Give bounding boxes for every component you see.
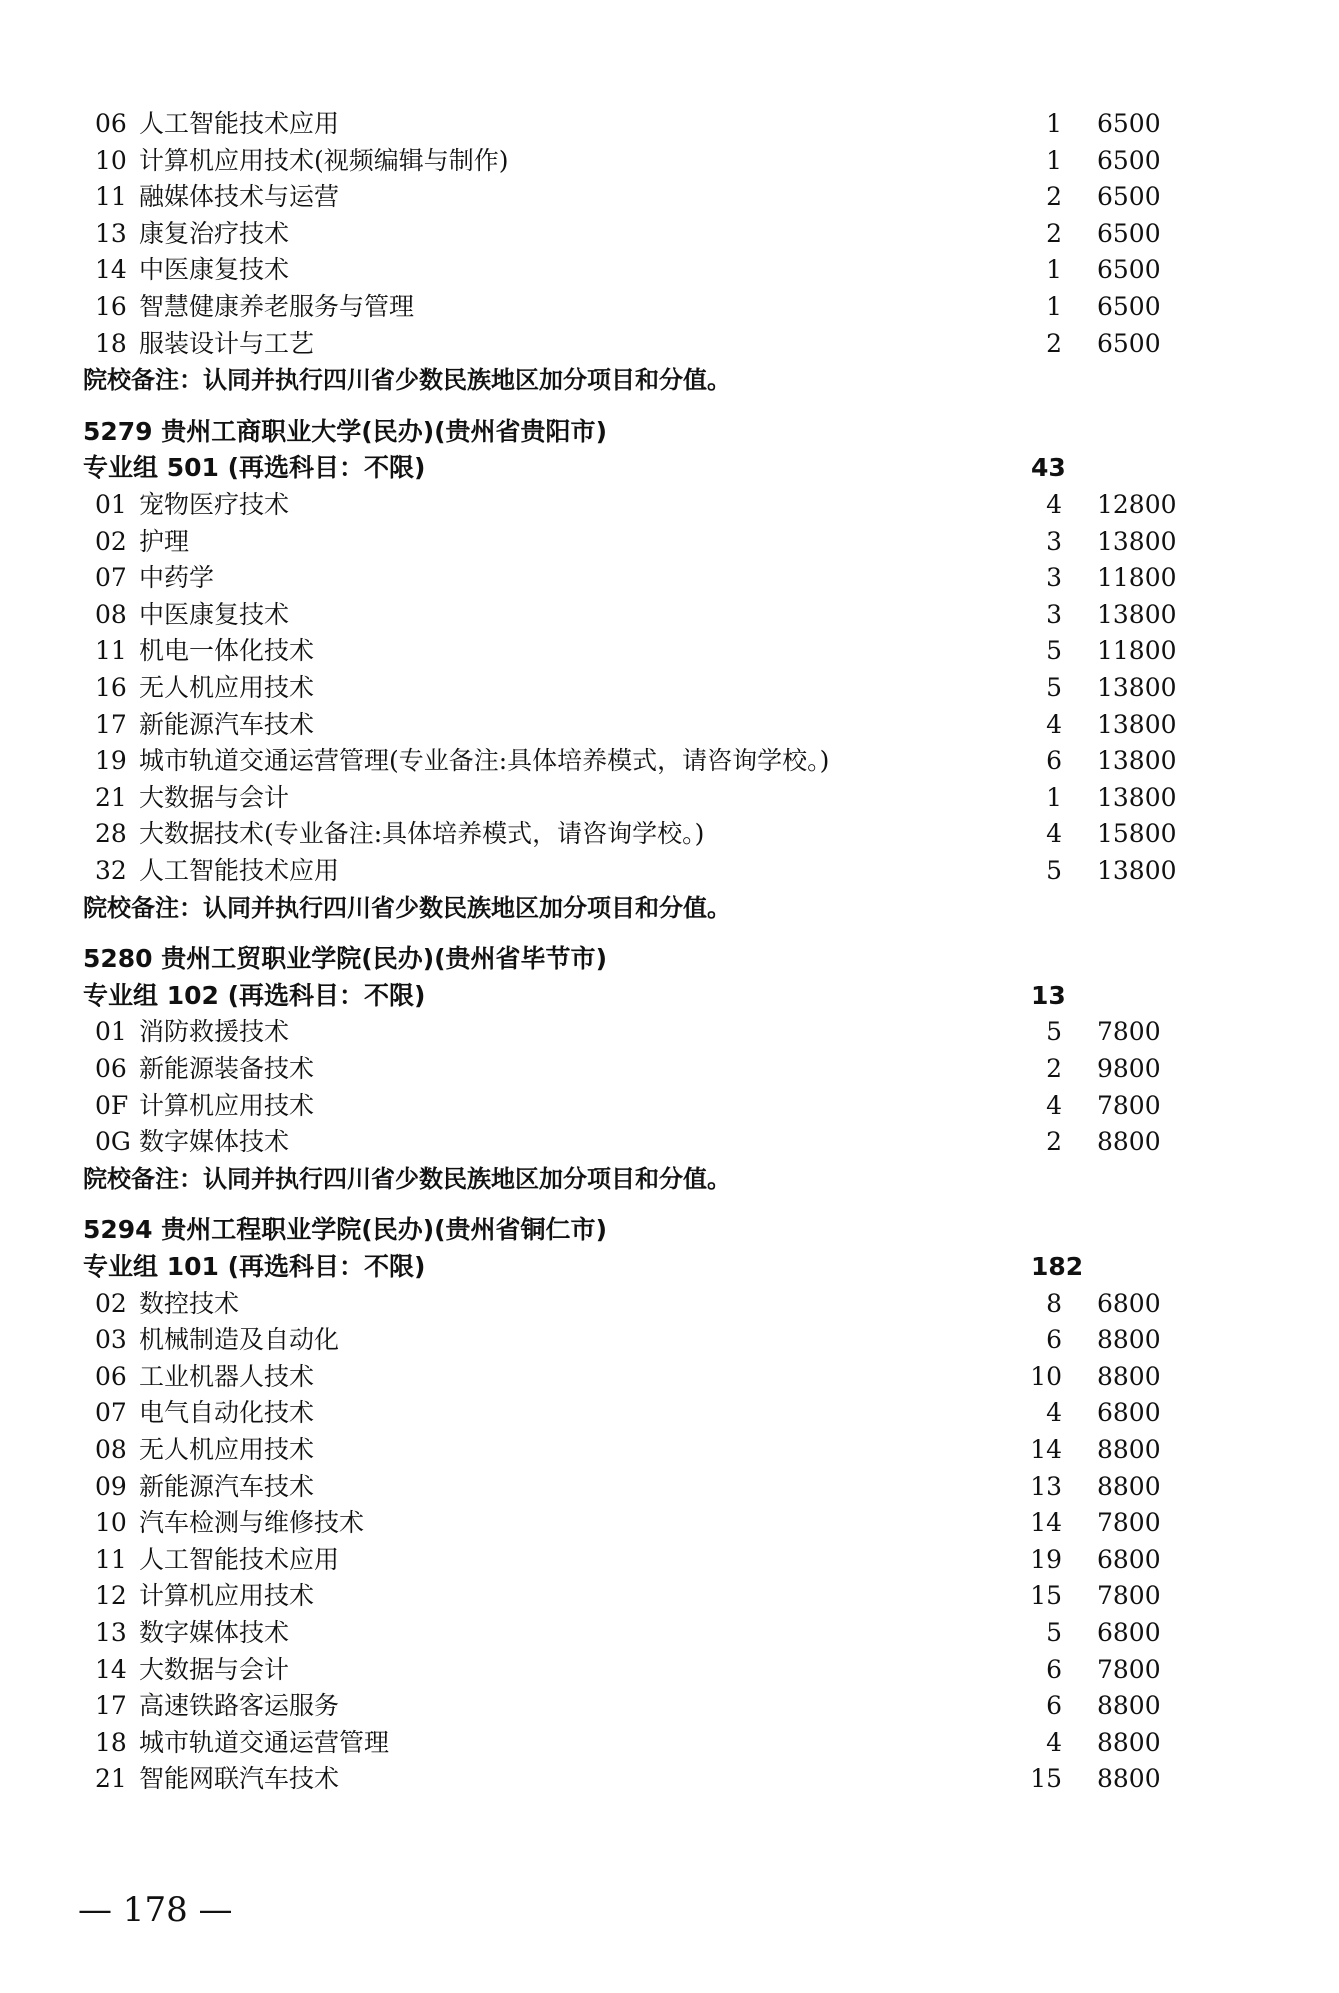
tuition-fee: 13800: [1097, 856, 1177, 885]
school-title: [0, 414, 1339, 450]
major-row: [0, 1088, 1339, 1124]
major-group-total: 182: [1031, 1252, 1084, 1281]
tuition-fee: 13800: [1097, 782, 1177, 812]
major-code: 06: [95, 1054, 127, 1083]
major-name: 汽车检测与维修技术: [139, 1508, 365, 1538]
major-group: [0, 1249, 1339, 1285]
major-name: 数字媒体技术: [139, 1127, 290, 1157]
major-group-label: 专业组 501 (再选科目：不限): [83, 453, 426, 483]
tuition-fee: 7800: [1097, 1017, 1161, 1047]
major-row: [0, 216, 1339, 252]
major-group-label: 专业组 101 (再选科目：不限): [83, 1252, 426, 1281]
plan-count: 5: [1046, 636, 1062, 666]
tuition-fee: 15800: [1097, 819, 1177, 849]
major-name: 消防救援技术: [139, 1017, 290, 1047]
major-code: 0G: [95, 1127, 131, 1157]
major-name: 中药学: [139, 563, 215, 593]
major-code: 03: [95, 1325, 127, 1355]
major-code: 10: [95, 145, 127, 175]
major-row: [0, 1322, 1339, 1358]
major-row: [0, 1286, 1339, 1322]
plan-count: 4: [1046, 490, 1062, 519]
major-name: 城市轨道交通运营管理: [139, 1727, 390, 1757]
tuition-fee: 13800: [1097, 526, 1177, 556]
major-name: 新能源汽车技术: [139, 709, 315, 739]
major-code: 08: [95, 599, 127, 629]
plan-count: 2: [1046, 328, 1062, 358]
major-code: 11: [95, 636, 127, 666]
major-code: 17: [95, 709, 127, 739]
major-row: [0, 143, 1339, 179]
major-code: 09: [95, 1471, 127, 1501]
major-name: 大数据与会计: [139, 782, 290, 812]
plan-count: 1: [1046, 292, 1062, 321]
school-note: [0, 1161, 1339, 1197]
tuition-fee: 8800: [1097, 1361, 1161, 1391]
major-name: 无人机应用技术: [139, 673, 315, 702]
plan-count: 14: [1030, 1508, 1062, 1538]
major-row: [0, 633, 1339, 669]
plan-count: 6: [1046, 1654, 1062, 1684]
major-name: 工业机器人技术: [139, 1361, 315, 1391]
major-code: 07: [95, 1398, 127, 1428]
plan-count: 8: [1046, 1288, 1062, 1318]
school-title: [0, 941, 1339, 977]
tuition-fee: 8800: [1097, 1325, 1161, 1355]
major-name: 融媒体技术与运营: [139, 182, 340, 212]
major-name: 护理: [139, 526, 190, 556]
major-code: 16: [95, 292, 127, 321]
major-row: [0, 597, 1339, 633]
major-code: 17: [95, 1691, 127, 1721]
major-row: [0, 853, 1339, 889]
major-name: 智慧健康养老服务与管理: [139, 292, 415, 321]
plan-count: 2: [1046, 1054, 1062, 1083]
plan-count: 6: [1046, 1325, 1062, 1355]
plan-count: 5: [1046, 1618, 1062, 1647]
major-code: 28: [95, 819, 127, 849]
major-group-total: 13: [1031, 980, 1066, 1010]
major-code: 07: [95, 563, 127, 593]
plan-count: 1: [1046, 145, 1062, 175]
major-row: [0, 1761, 1339, 1797]
tuition-fee: 9800: [1097, 1054, 1161, 1083]
major-code: 13: [95, 218, 127, 248]
tuition-fee: 13800: [1097, 599, 1177, 629]
major-row: [0, 106, 1339, 142]
plan-count: 4: [1046, 1090, 1062, 1120]
major-group: [0, 450, 1339, 486]
tuition-fee: 7800: [1097, 1508, 1161, 1538]
plan-count: 13: [1030, 1471, 1062, 1501]
major-row: [0, 1051, 1339, 1087]
major-code: 18: [95, 1727, 127, 1757]
plan-count: 2: [1046, 182, 1062, 212]
tuition-fee: 6800: [1097, 1544, 1161, 1574]
major-row: [0, 252, 1339, 288]
tuition-fee: 8800: [1097, 1435, 1161, 1464]
school-note-text: 院校备注：认同并执行四川省少数民族地区加分项目和分值。: [83, 366, 731, 395]
major-row: [0, 780, 1339, 816]
tuition-fee: 7800: [1097, 1654, 1161, 1684]
tuition-fee: 6500: [1097, 255, 1161, 285]
tuition-fee: 8800: [1097, 1764, 1161, 1794]
tuition-fee: 6500: [1097, 292, 1161, 321]
major-row: [0, 1578, 1339, 1614]
tuition-fee: 6800: [1097, 1288, 1161, 1318]
major-code: 01: [95, 1017, 127, 1047]
plan-count: 5: [1046, 673, 1062, 702]
major-row: [0, 1359, 1339, 1395]
tuition-fee: 6800: [1097, 1398, 1161, 1428]
major-name: 人工智能技术应用: [139, 1544, 340, 1574]
plan-count: 1: [1046, 782, 1062, 812]
tuition-fee: 6800: [1097, 1618, 1161, 1647]
major-row: [0, 1469, 1339, 1505]
major-row: [0, 707, 1339, 743]
plan-count: 5: [1046, 856, 1062, 885]
major-group-total: 43: [1031, 453, 1066, 483]
major-name: 人工智能技术应用: [139, 856, 340, 885]
major-name: 无人机应用技术: [139, 1435, 315, 1464]
school-note: [0, 890, 1339, 926]
plan-count: 6: [1046, 746, 1062, 776]
major-name: 城市轨道交通运营管理(专业备注:具体培养模式，请咨询学校。): [139, 746, 830, 776]
major-code: 16: [95, 673, 127, 702]
major-row: [0, 179, 1339, 215]
major-code: 06: [95, 109, 127, 138]
school-note-text: 院校备注：认同并执行四川省少数民族地区加分项目和分值。: [83, 893, 731, 922]
plan-count: 4: [1046, 709, 1062, 739]
major-row: [0, 326, 1339, 362]
major-code: 11: [95, 182, 127, 212]
plan-count: 4: [1046, 1398, 1062, 1428]
plan-count: 6: [1046, 1691, 1062, 1721]
major-code: 10: [95, 1508, 127, 1538]
plan-count: 2: [1046, 218, 1062, 248]
major-row: [0, 1725, 1339, 1761]
major-row: [0, 1688, 1339, 1724]
plan-count: 10: [1030, 1361, 1062, 1391]
tuition-fee: 7800: [1097, 1581, 1161, 1611]
major-name: 智能网联汽车技术: [139, 1764, 340, 1794]
tuition-fee: 6500: [1097, 109, 1161, 138]
major-name: 服装设计与工艺: [139, 328, 315, 358]
major-row: [0, 1652, 1339, 1688]
tuition-fee: 13800: [1097, 746, 1177, 776]
tuition-fee: 11800: [1097, 563, 1177, 593]
major-row: [0, 1395, 1339, 1431]
major-code: 06: [95, 1361, 127, 1391]
major-code: 0F: [95, 1090, 129, 1120]
major-row: [0, 487, 1339, 523]
tuition-fee: 12800: [1097, 490, 1177, 519]
major-code: 11: [95, 1544, 127, 1574]
tuition-fee: 6500: [1097, 328, 1161, 358]
major-code: 02: [95, 526, 127, 556]
tuition-fee: 13800: [1097, 673, 1177, 702]
major-row: [0, 670, 1339, 706]
school-title-text: 5294 贵州工程职业学院(民办)(贵州省铜仁市): [83, 1215, 607, 1245]
major-code: 12: [95, 1581, 127, 1611]
major-row: [0, 560, 1339, 596]
major-code: 21: [95, 1764, 127, 1794]
major-code: 02: [95, 1288, 127, 1318]
tuition-fee: 8800: [1097, 1127, 1161, 1157]
plan-count: 4: [1046, 819, 1062, 849]
tuition-fee: 6500: [1097, 182, 1161, 212]
plan-count: 3: [1046, 563, 1062, 593]
plan-count: 15: [1030, 1764, 1062, 1794]
major-code: 21: [95, 782, 127, 812]
plan-count: 1: [1046, 109, 1062, 138]
plan-count: 19: [1030, 1544, 1062, 1574]
major-name: 新能源装备技术: [139, 1054, 315, 1083]
major-name: 新能源汽车技术: [139, 1471, 315, 1501]
tuition-fee: 7800: [1097, 1090, 1161, 1120]
major-row: [0, 1542, 1339, 1578]
tuition-fee: 6500: [1097, 218, 1161, 248]
plan-count: 4: [1046, 1727, 1062, 1757]
tuition-fee: 6500: [1097, 145, 1161, 175]
tuition-fee: 8800: [1097, 1727, 1161, 1757]
major-name: 高速铁路客运服务: [139, 1691, 340, 1721]
major-name: 大数据与会计: [139, 1654, 290, 1684]
major-code: 01: [95, 490, 127, 519]
plan-count: 1: [1046, 255, 1062, 285]
school-note: [0, 362, 1339, 398]
major-name: 计算机应用技术(视频编辑与制作): [139, 145, 509, 175]
plan-count: 15: [1030, 1581, 1062, 1611]
tuition-fee: 13800: [1097, 709, 1177, 739]
major-code: 14: [95, 255, 127, 285]
major-name: 计算机应用技术: [139, 1581, 315, 1611]
major-code: 14: [95, 1654, 127, 1684]
major-row: [0, 1014, 1339, 1050]
major-code: 19: [95, 746, 127, 776]
major-name: 计算机应用技术: [139, 1090, 315, 1120]
plan-count: 3: [1046, 526, 1062, 556]
major-name: 人工智能技术应用: [139, 109, 340, 138]
major-name: 机械制造及自动化: [139, 1325, 340, 1355]
major-code: 13: [95, 1618, 127, 1647]
major-code: 32: [95, 856, 127, 885]
major-row: [0, 1615, 1339, 1651]
tuition-fee: 11800: [1097, 636, 1177, 666]
major-row: [0, 289, 1339, 325]
major-name: 宠物医疗技术: [139, 490, 290, 519]
major-row: [0, 816, 1339, 852]
major-group-label: 专业组 102 (再选科目：不限): [83, 980, 426, 1010]
major-name: 大数据技术(专业备注:具体培养模式，请咨询学校。): [139, 819, 705, 849]
tuition-fee: 8800: [1097, 1691, 1161, 1721]
major-row: [0, 1505, 1339, 1541]
school-title-text: 5279 贵州工商职业大学(民办)(贵州省贵阳市): [83, 416, 607, 446]
major-group: [0, 978, 1339, 1014]
major-code: 08: [95, 1435, 127, 1464]
major-row: [0, 1432, 1339, 1468]
major-code: 18: [95, 328, 127, 358]
school-note-text: 院校备注：认同并执行四川省少数民族地区加分项目和分值。: [83, 1164, 731, 1193]
tuition-fee: 8800: [1097, 1471, 1161, 1501]
plan-count: 3: [1046, 599, 1062, 629]
major-name: 中医康复技术: [139, 599, 290, 629]
major-name: 康复治疗技术: [139, 218, 290, 248]
major-name: 电气自动化技术: [139, 1398, 315, 1428]
major-row: [0, 743, 1339, 779]
plan-count: 14: [1030, 1435, 1062, 1464]
major-row: [0, 1124, 1339, 1160]
major-name: 机电一体化技术: [139, 636, 315, 666]
major-name: 中医康复技术: [139, 255, 290, 285]
plan-count: 5: [1046, 1017, 1062, 1047]
major-row: [0, 524, 1339, 560]
major-name: 数控技术: [139, 1288, 240, 1318]
page-number: — 178 —: [78, 1890, 233, 1930]
school-title: [0, 1212, 1339, 1248]
plan-count: 2: [1046, 1127, 1062, 1157]
school-title-text: 5280 贵州工贸职业学院(民办)(贵州省毕节市): [83, 944, 607, 974]
major-name: 数字媒体技术: [139, 1618, 290, 1647]
